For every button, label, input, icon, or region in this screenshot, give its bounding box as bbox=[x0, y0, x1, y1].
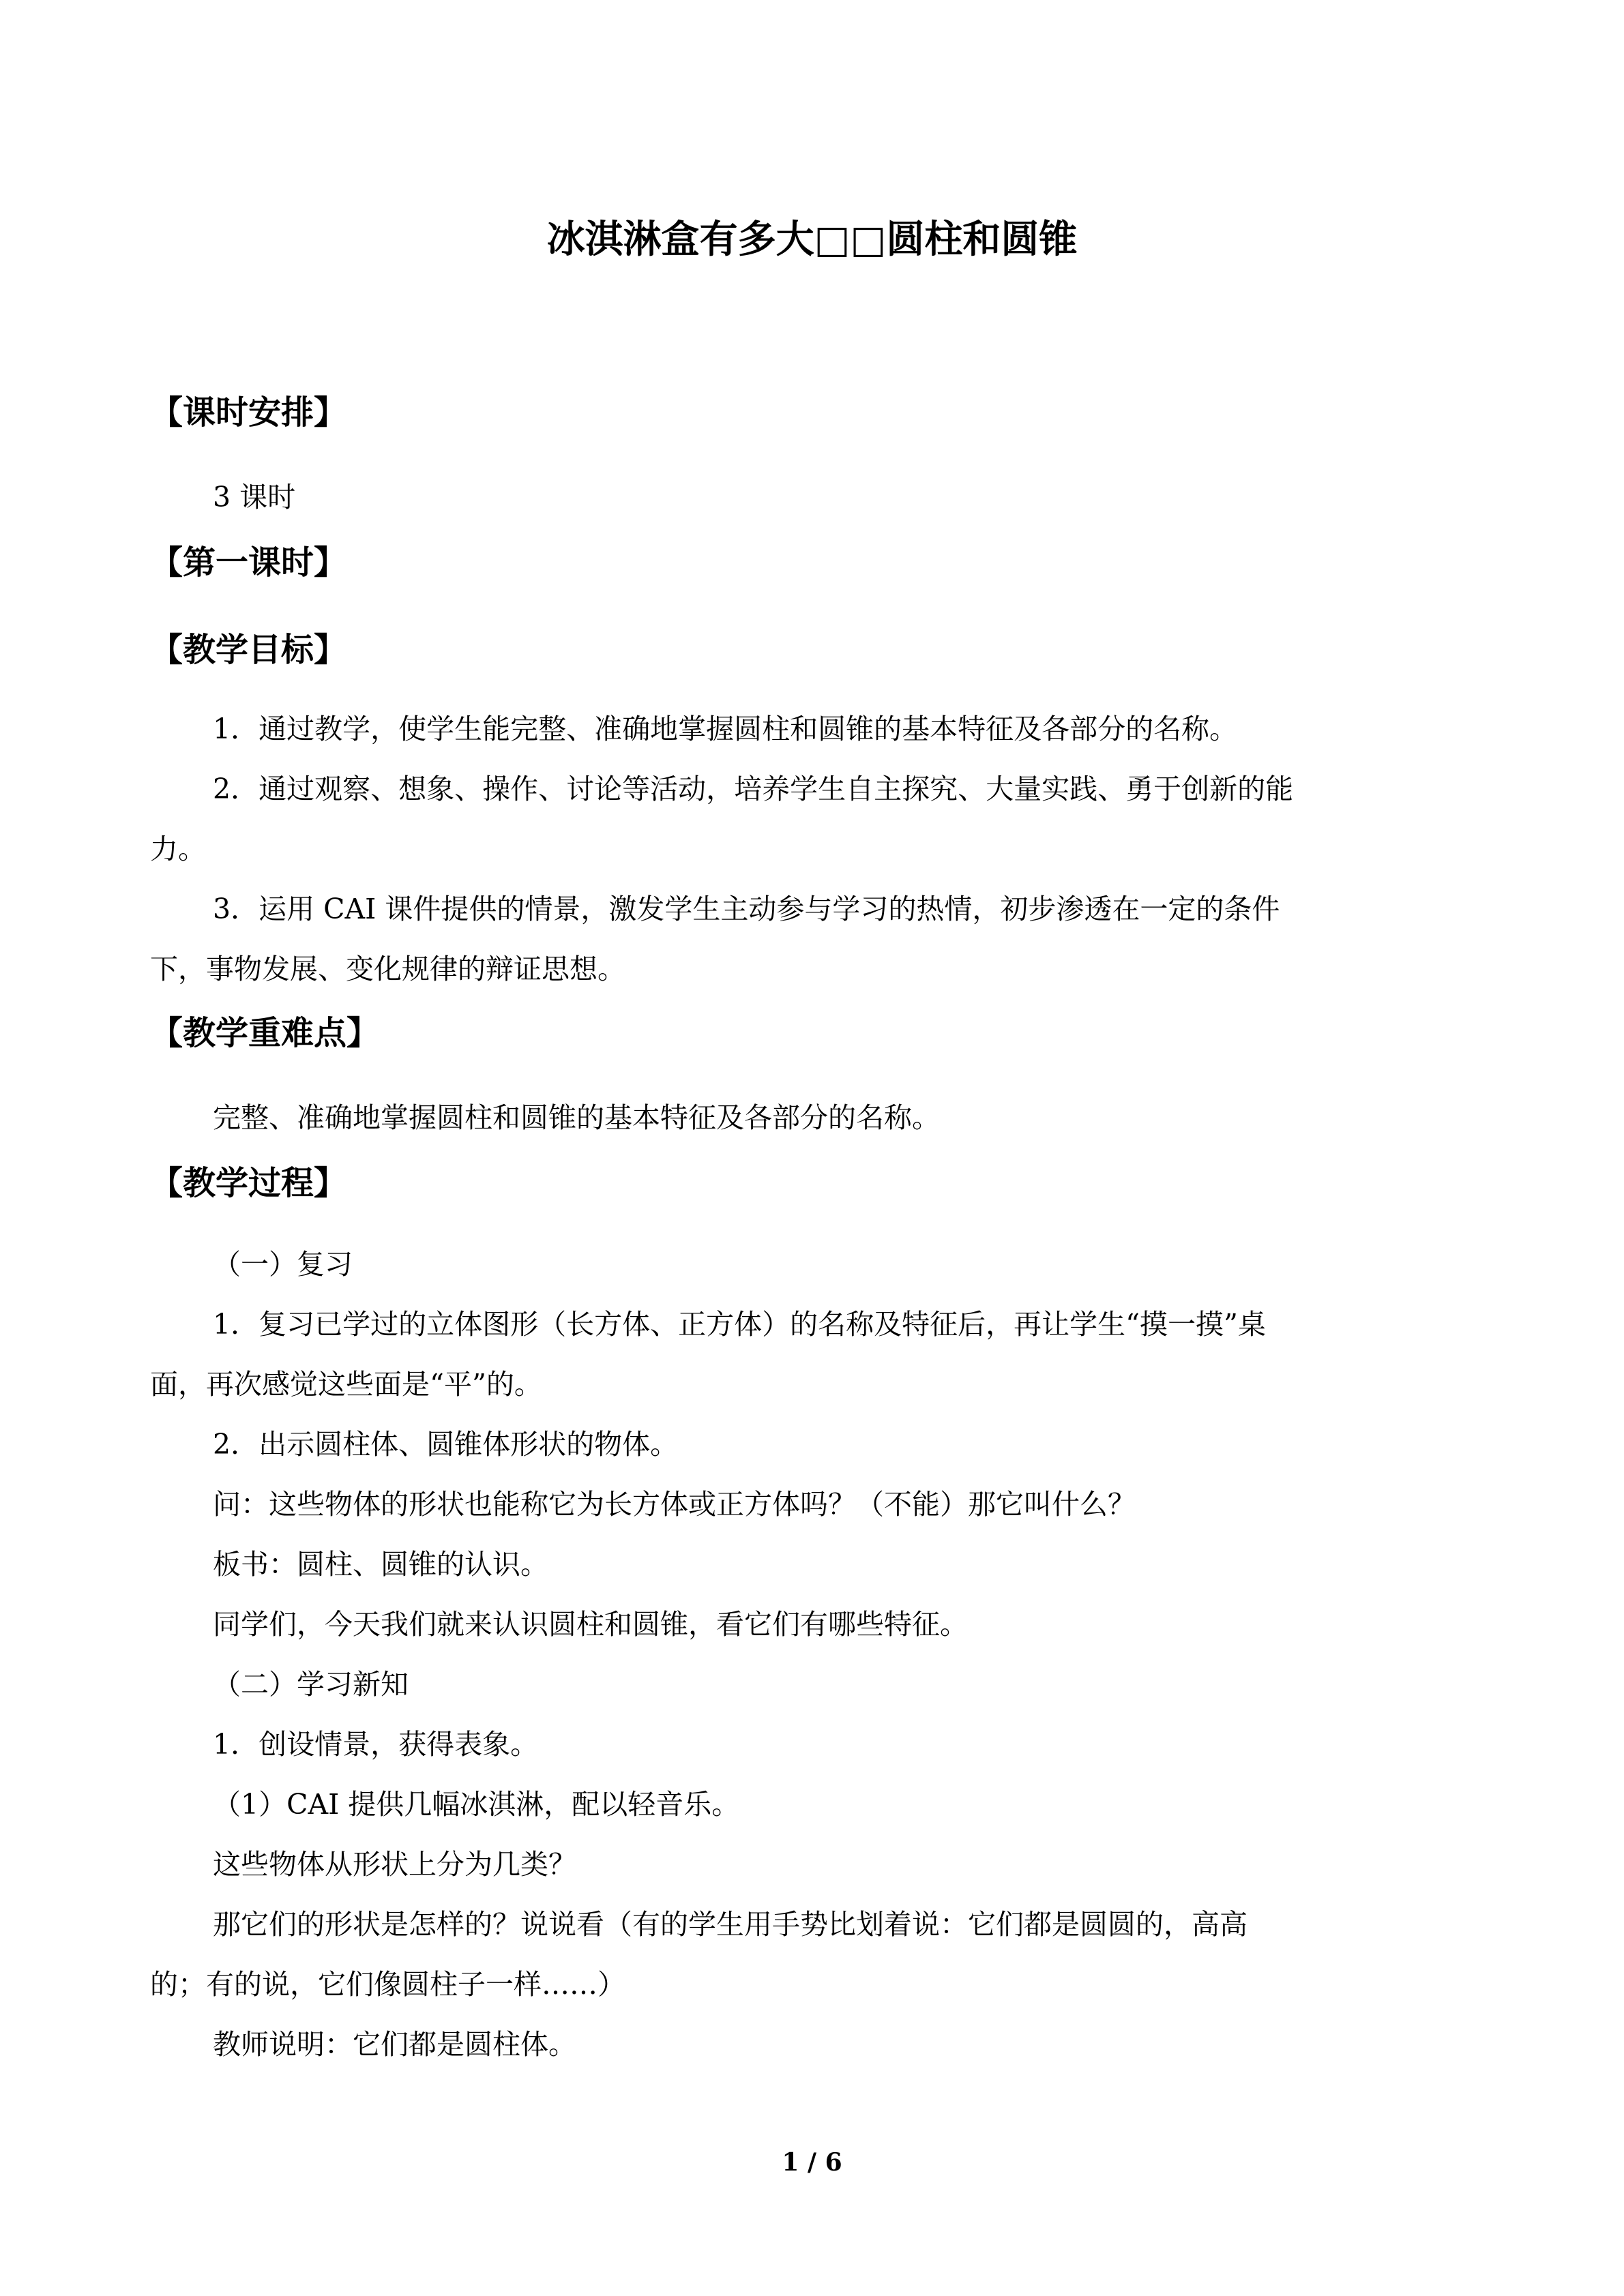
process-paragraphs bbox=[150, 1234, 1480, 2074]
process-board: 板书：圆柱、圆锥的认识。 bbox=[213, 1548, 548, 1581]
goal-2-line-1: 2．通过观察、想象、操作、讨论等活动，培养学生自主探究、大量实践、勇于创新的能 bbox=[213, 773, 1294, 805]
process-new-knowledge: （二）学习新知 bbox=[213, 1668, 409, 1701]
process-item-1-line-1: 1．复习已学过的立体图形（长方体、正方体）的名称及特征后，再让学生“摸一摸”桌 bbox=[213, 1308, 1267, 1341]
key-points-line: 完整、准确地掌握圆柱和圆锥的基本特征及各部分的名称。 bbox=[213, 1101, 940, 1134]
process-item-2: 2．出示圆柱体、圆锥体形状的物体。 bbox=[213, 1428, 679, 1461]
goal-3-line-1: 3．运用 CAI 课件提供的情景，激发学生主动参与学习的热情，初步渗透在一定的条件 bbox=[213, 893, 1280, 925]
process-item-1-line-2: 面，再次感觉这些面是“平”的。 bbox=[150, 1368, 542, 1401]
process-create-scene: 1．创设情景，获得表象。 bbox=[213, 1728, 539, 1761]
heading-key-points: 【教学重难点】 bbox=[150, 1014, 380, 1052]
process-question-2-line-1: 那它们的形状是怎样的？说说看（有的学生用手势比划着说：它们都是圆圆的，高高 bbox=[213, 1908, 1247, 1941]
goal-2-line-2: 力。 bbox=[150, 833, 206, 865]
page-number: 1 / 6 bbox=[782, 2148, 842, 2177]
goal-1: 1．通过教学，使学生能完整、准确地掌握圆柱和圆锥的基本特征及各部分的名称。 bbox=[213, 713, 1238, 745]
process-question: 问：这些物体的形状也能称它为长方体或正方体吗？（不能）那它叫什么？ bbox=[213, 1488, 1136, 1521]
heading-schedule: 【课时安排】 bbox=[150, 393, 347, 432]
schedule-line: 3 课时 bbox=[213, 481, 296, 513]
process-cai: （1）CAI 提供几幅冰淇淋，配以轻音乐。 bbox=[213, 1788, 740, 1821]
process-students: 同学们，今天我们就来认识圆柱和圆锥，看它们有哪些特征。 bbox=[213, 1608, 968, 1641]
heading-lesson: 【第一课时】 bbox=[150, 543, 347, 582]
process-question-1: 这些物体从形状上分为几类？ bbox=[213, 1848, 576, 1881]
heading-process: 【教学过程】 bbox=[150, 1164, 347, 1202]
goal-3-line-2: 下，事物发展、变化规律的辩证思想。 bbox=[150, 953, 625, 985]
document-title: 冰淇淋盒有多大□□圆柱和圆锥 bbox=[546, 218, 1078, 262]
process-review: （一）复习 bbox=[213, 1248, 353, 1281]
goals-paragraphs bbox=[150, 699, 1480, 999]
heading-goals: 【教学目标】 bbox=[150, 631, 347, 669]
key-points-text bbox=[150, 1088, 1480, 1148]
schedule-text bbox=[150, 467, 1480, 527]
process-teacher-note: 教师说明：它们都是圆柱体。 bbox=[213, 2028, 576, 2061]
process-question-2-line-2: 的；有的说，它们像圆柱子一样……） bbox=[150, 1968, 625, 2001]
